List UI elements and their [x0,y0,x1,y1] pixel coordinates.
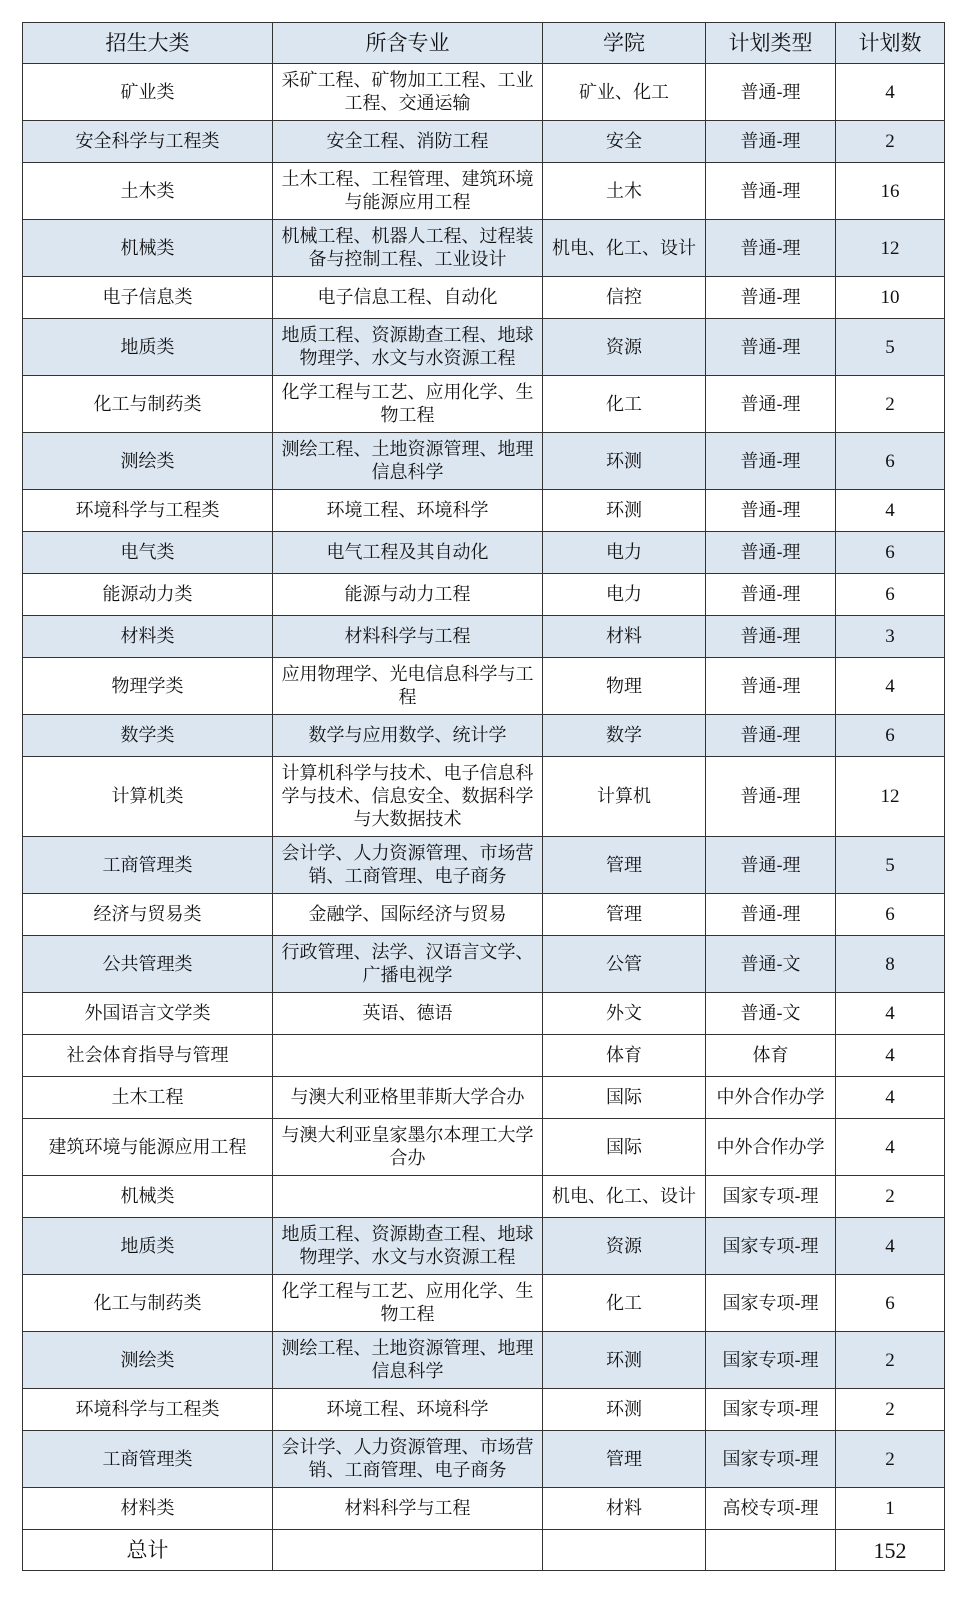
table-row [23,1176,945,1218]
row-majors [273,1176,543,1218]
row-majors: 数学与应用数学、统计学 [273,715,543,757]
row-count: 1 [836,1488,945,1530]
row-count: 10 [836,277,945,319]
row-plan-type: 普通-理 [706,163,836,220]
table-row [23,1275,945,1332]
row-plan-type: 普通-理 [706,64,836,121]
row-plan-type: 普通-理 [706,433,836,490]
table-row [23,490,945,532]
row-plan-type: 普通-文 [706,993,836,1035]
row-college: 物理 [543,658,706,715]
row-count: 6 [836,433,945,490]
row-count: 4 [836,658,945,715]
row-plan-type: 普通-理 [706,277,836,319]
row-college: 数学 [543,715,706,757]
row-count: 2 [836,376,945,433]
row-category: 电子信息类 [23,277,273,319]
row-college: 环测 [543,433,706,490]
row-majors [273,1035,543,1077]
row-category: 环境科学与工程类 [23,490,273,532]
row-college: 公管 [543,936,706,993]
row-plan-type: 中外合作办学 [706,1077,836,1119]
row-majors: 会计学、人力资源管理、市场营销、工商管理、电子商务 [273,1431,543,1488]
row-majors: 化学工程与工艺、应用化学、生物工程 [273,1275,543,1332]
admission-plan-table-wrapper [22,22,944,1571]
row-college: 资源 [543,319,706,376]
row-count: 6 [836,715,945,757]
row-college: 计算机 [543,757,706,837]
row-category: 计算机类 [23,757,273,837]
row-plan-type: 普通-理 [706,837,836,894]
row-plan-type: 国家专项-理 [706,1431,836,1488]
row-plan-type: 普通-理 [706,376,836,433]
table-row [23,1488,945,1530]
row-plan-type: 国家专项-理 [706,1389,836,1431]
table-row [23,277,945,319]
row-count: 4 [836,1218,945,1275]
row-majors: 金融学、国际经济与贸易 [273,894,543,936]
table-row [23,1218,945,1275]
row-category: 建筑环境与能源应用工程 [23,1119,273,1176]
row-category: 土木工程 [23,1077,273,1119]
row-majors: 环境工程、环境科学 [273,1389,543,1431]
row-count: 4 [836,490,945,532]
row-category: 机械类 [23,220,273,277]
row-college: 外文 [543,993,706,1035]
row-category: 地质类 [23,1218,273,1275]
table-row [23,121,945,163]
row-plan-type: 国家专项-理 [706,1176,836,1218]
table-row [23,319,945,376]
row-category: 数学类 [23,715,273,757]
row-college: 信控 [543,277,706,319]
row-majors: 应用物理学、光电信息科学与工程 [273,658,543,715]
table-row [23,658,945,715]
table-row [23,1431,945,1488]
row-majors: 地质工程、资源勘查工程、地球物理学、水文与水资源工程 [273,1218,543,1275]
row-count: 8 [836,936,945,993]
row-count: 5 [836,837,945,894]
total-empty-majors [273,1530,543,1571]
table-row [23,936,945,993]
row-category: 经济与贸易类 [23,894,273,936]
row-college: 环测 [543,1389,706,1431]
row-category: 物理学类 [23,658,273,715]
row-category: 机械类 [23,1176,273,1218]
row-plan-type: 普通-理 [706,574,836,616]
row-majors: 机械工程、机器人工程、过程装备与控制工程、工业设计 [273,220,543,277]
row-count: 16 [836,163,945,220]
row-count: 6 [836,532,945,574]
row-plan-type: 普通-理 [706,658,836,715]
row-category: 材料类 [23,1488,273,1530]
row-count: 4 [836,1077,945,1119]
row-plan-type: 普通-理 [706,319,836,376]
row-college: 管理 [543,894,706,936]
row-count: 2 [836,1176,945,1218]
row-college: 材料 [543,1488,706,1530]
table-row [23,1077,945,1119]
row-plan-type: 中外合作办学 [706,1119,836,1176]
total-count: 152 [836,1530,945,1571]
row-category: 地质类 [23,319,273,376]
row-majors: 测绘工程、土地资源管理、地理信息科学 [273,433,543,490]
row-plan-type: 国家专项-理 [706,1275,836,1332]
total-empty-college [543,1530,706,1571]
table-row [23,837,945,894]
row-count: 6 [836,894,945,936]
admission-plan-table [22,22,945,1571]
table-row [23,163,945,220]
table-row [23,715,945,757]
row-majors: 环境工程、环境科学 [273,490,543,532]
row-count: 12 [836,220,945,277]
row-category: 能源动力类 [23,574,273,616]
table-row [23,532,945,574]
row-college: 化工 [543,1275,706,1332]
row-college: 化工 [543,376,706,433]
total-empty-plan-type [706,1530,836,1571]
row-college: 矿业、化工 [543,64,706,121]
table-row [23,1119,945,1176]
row-category: 材料类 [23,616,273,658]
row-plan-type: 普通-理 [706,121,836,163]
header-count: 计划数 [836,23,945,64]
row-majors: 与澳大利亚格里菲斯大学合办 [273,1077,543,1119]
row-majors: 安全工程、消防工程 [273,121,543,163]
header-plan-type: 计划类型 [706,23,836,64]
row-count: 2 [836,1389,945,1431]
table-row [23,64,945,121]
row-college: 体育 [543,1035,706,1077]
row-college: 管理 [543,837,706,894]
row-majors: 英语、德语 [273,993,543,1035]
table-row [23,993,945,1035]
table-row [23,376,945,433]
row-count: 4 [836,1035,945,1077]
row-plan-type: 普通-理 [706,532,836,574]
header-row [23,23,945,64]
row-plan-type: 高校专项-理 [706,1488,836,1530]
row-majors: 计算机科学与技术、电子信息科学与技术、信息安全、数据科学与大数据技术 [273,757,543,837]
table-row [23,616,945,658]
row-majors: 采矿工程、矿物加工工程、工业工程、交通运输 [273,64,543,121]
row-college: 环测 [543,1332,706,1389]
row-plan-type: 体育 [706,1035,836,1077]
row-college: 机电、化工、设计 [543,1176,706,1218]
row-majors: 土木工程、工程管理、建筑环境与能源应用工程 [273,163,543,220]
row-category: 公共管理类 [23,936,273,993]
row-college: 资源 [543,1218,706,1275]
row-category: 环境科学与工程类 [23,1389,273,1431]
header-college: 学院 [543,23,706,64]
row-plan-type: 普通-理 [706,220,836,277]
row-plan-type: 国家专项-理 [706,1332,836,1389]
total-label: 总计 [23,1530,273,1571]
row-category: 电气类 [23,532,273,574]
header-majors: 所含专业 [273,23,543,64]
row-category: 化工与制药类 [23,376,273,433]
row-category: 化工与制药类 [23,1275,273,1332]
row-majors: 电气工程及其自动化 [273,532,543,574]
row-majors: 材料科学与工程 [273,616,543,658]
row-count: 4 [836,1119,945,1176]
row-plan-type: 普通-文 [706,936,836,993]
table-row [23,894,945,936]
row-plan-type: 普通-理 [706,894,836,936]
row-majors: 行政管理、法学、汉语言文学、广播电视学 [273,936,543,993]
row-count: 6 [836,1275,945,1332]
row-category: 安全科学与工程类 [23,121,273,163]
row-college: 机电、化工、设计 [543,220,706,277]
table-row [23,757,945,837]
header-category: 招生大类 [23,23,273,64]
row-college: 环测 [543,490,706,532]
row-category: 测绘类 [23,1332,273,1389]
row-majors: 与澳大利亚皇家墨尔本理工大学合办 [273,1119,543,1176]
row-count: 5 [836,319,945,376]
row-category: 外国语言文学类 [23,993,273,1035]
row-category: 测绘类 [23,433,273,490]
row-college: 国际 [543,1077,706,1119]
table-row [23,574,945,616]
row-category: 工商管理类 [23,1431,273,1488]
row-college: 电力 [543,532,706,574]
row-count: 2 [836,121,945,163]
table-row [23,220,945,277]
row-college: 国际 [543,1119,706,1176]
row-college: 安全 [543,121,706,163]
table-row [23,1389,945,1431]
row-plan-type: 国家专项-理 [706,1218,836,1275]
total-row [23,1530,945,1571]
row-majors: 地质工程、资源勘查工程、地球物理学、水文与水资源工程 [273,319,543,376]
row-majors: 测绘工程、土地资源管理、地理信息科学 [273,1332,543,1389]
row-count: 4 [836,64,945,121]
row-category: 社会体育指导与管理 [23,1035,273,1077]
row-category: 土木类 [23,163,273,220]
row-college: 电力 [543,574,706,616]
row-count: 2 [836,1332,945,1389]
row-category: 矿业类 [23,64,273,121]
row-count: 3 [836,616,945,658]
row-college: 管理 [543,1431,706,1488]
row-majors: 化学工程与工艺、应用化学、生物工程 [273,376,543,433]
table-row [23,1332,945,1389]
row-plan-type: 普通-理 [706,715,836,757]
row-college: 材料 [543,616,706,658]
row-majors: 电子信息工程、自动化 [273,277,543,319]
row-count: 12 [836,757,945,837]
row-count: 6 [836,574,945,616]
table-body [23,64,945,1571]
table-row [23,433,945,490]
row-majors: 材料科学与工程 [273,1488,543,1530]
row-college: 土木 [543,163,706,220]
row-majors: 会计学、人力资源管理、市场营销、工商管理、电子商务 [273,837,543,894]
table-row [23,1035,945,1077]
row-majors: 能源与动力工程 [273,574,543,616]
row-plan-type: 普通-理 [706,757,836,837]
row-plan-type: 普通-理 [706,490,836,532]
row-plan-type: 普通-理 [706,616,836,658]
row-count: 2 [836,1431,945,1488]
row-category: 工商管理类 [23,837,273,894]
row-count: 4 [836,993,945,1035]
